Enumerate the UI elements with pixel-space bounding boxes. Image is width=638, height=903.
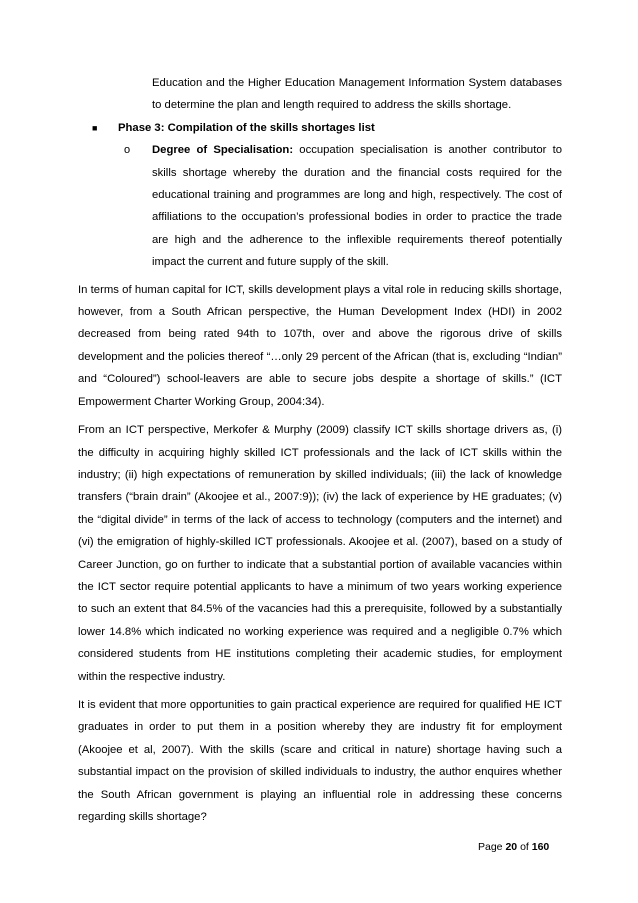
paragraph-practical-experience: It is evident that more opportunities to gain practical experience are required for qualified HE ICT graduates in order to put them in a position whereby they are industry fit for employment (Akoojee et al, 2007). With the skills (scare and critical in nature) shortage having such a substantial impact on the provision of skilled individuals to industry, the author enquires whether the South African government is playing an influential role in addressing these concerns regarding skills shortage? — [78, 698, 562, 823]
sub-bullet-term: Degree of Specialisation: — [152, 144, 294, 157]
footer-total-pages: 160 — [531, 841, 550, 853]
page-body — [78, 72, 562, 828]
phase-3-title: Phase 3: Compilation of the skills shortages list — [118, 121, 375, 134]
footer-page-word: Page — [478, 841, 503, 853]
circle-bullet-icon: o — [124, 144, 131, 157]
degree-of-specialisation-bullet — [124, 139, 562, 273]
page-footer — [478, 841, 568, 853]
paragraph-human-capital: In terms of human capital for ICT, skills development plays a vital role in reducing skills shortage, however, from a South African perspective, the Human Development Index (HDI) in 2002 decreased from being rated 94th to 107th, over and above the rigorous drive of skills development and the policies thereof “…only 29 percent of the African (that is, excluding “Indian” and “Coloured”) school-leavers are able to secure jobs despite a shortage of skills.” (ICT Empowerment Charter Working Group, 2004:34). — [78, 283, 562, 408]
footer-page-number: 20 — [505, 841, 518, 853]
sub-bullet-text: occupation specialisation is another contributor to skills shortage whereby the duration and the financial costs required for the educational training and programmes are long and high, respectively. The cost of affiliations to the occupation’s professional bodies in order to practice the trade are high and the adherence to the inflexible requirements thereof potentially impact the current and future supply of the skill. — [152, 144, 562, 269]
footer-of-word: of — [520, 841, 529, 853]
phase-3-bullet — [92, 117, 562, 139]
square-bullet-icon: ■ — [92, 122, 98, 133]
paragraph-ict-perspective: From an ICT perspective, Merkofer & Murphy (2009) classify ICT skills shortage drivers as, (i) the difficulty in acquiring highly skilled ICT professionals and the lack of ICT skills within the industry; (ii) high expectations of remuneration by skilled individuals; (iii) the lack of knowledge transfers (“brain drain” (Akoojee et al., 2007:9)); (iv) the lack of experience by HE graduates; (v) the “digital divide” in terms of the lack of access to technology (computers and the internet) and (vi) the emigration of highly-skilled ICT professionals. Akoojee et al. (2007), based on a study of Career Junction, go on further to indicate that a substantial portion of available vacancies within the ICT sector require potential applicants to have a minimum of two years working experience to such an extent that 84.5% of the vacancies had this a prerequisite, followed by a substantially lower 14.8% which indicated no working experience was required and a negligible 0.7% which considered students from HE institutions completing their academic studies, for employment within the respective industry. — [78, 424, 562, 683]
continued-sub-bullet-text: Education and the Higher Education Management Information System databases to determine the plan and length required to address the skills shortage. — [152, 77, 562, 112]
